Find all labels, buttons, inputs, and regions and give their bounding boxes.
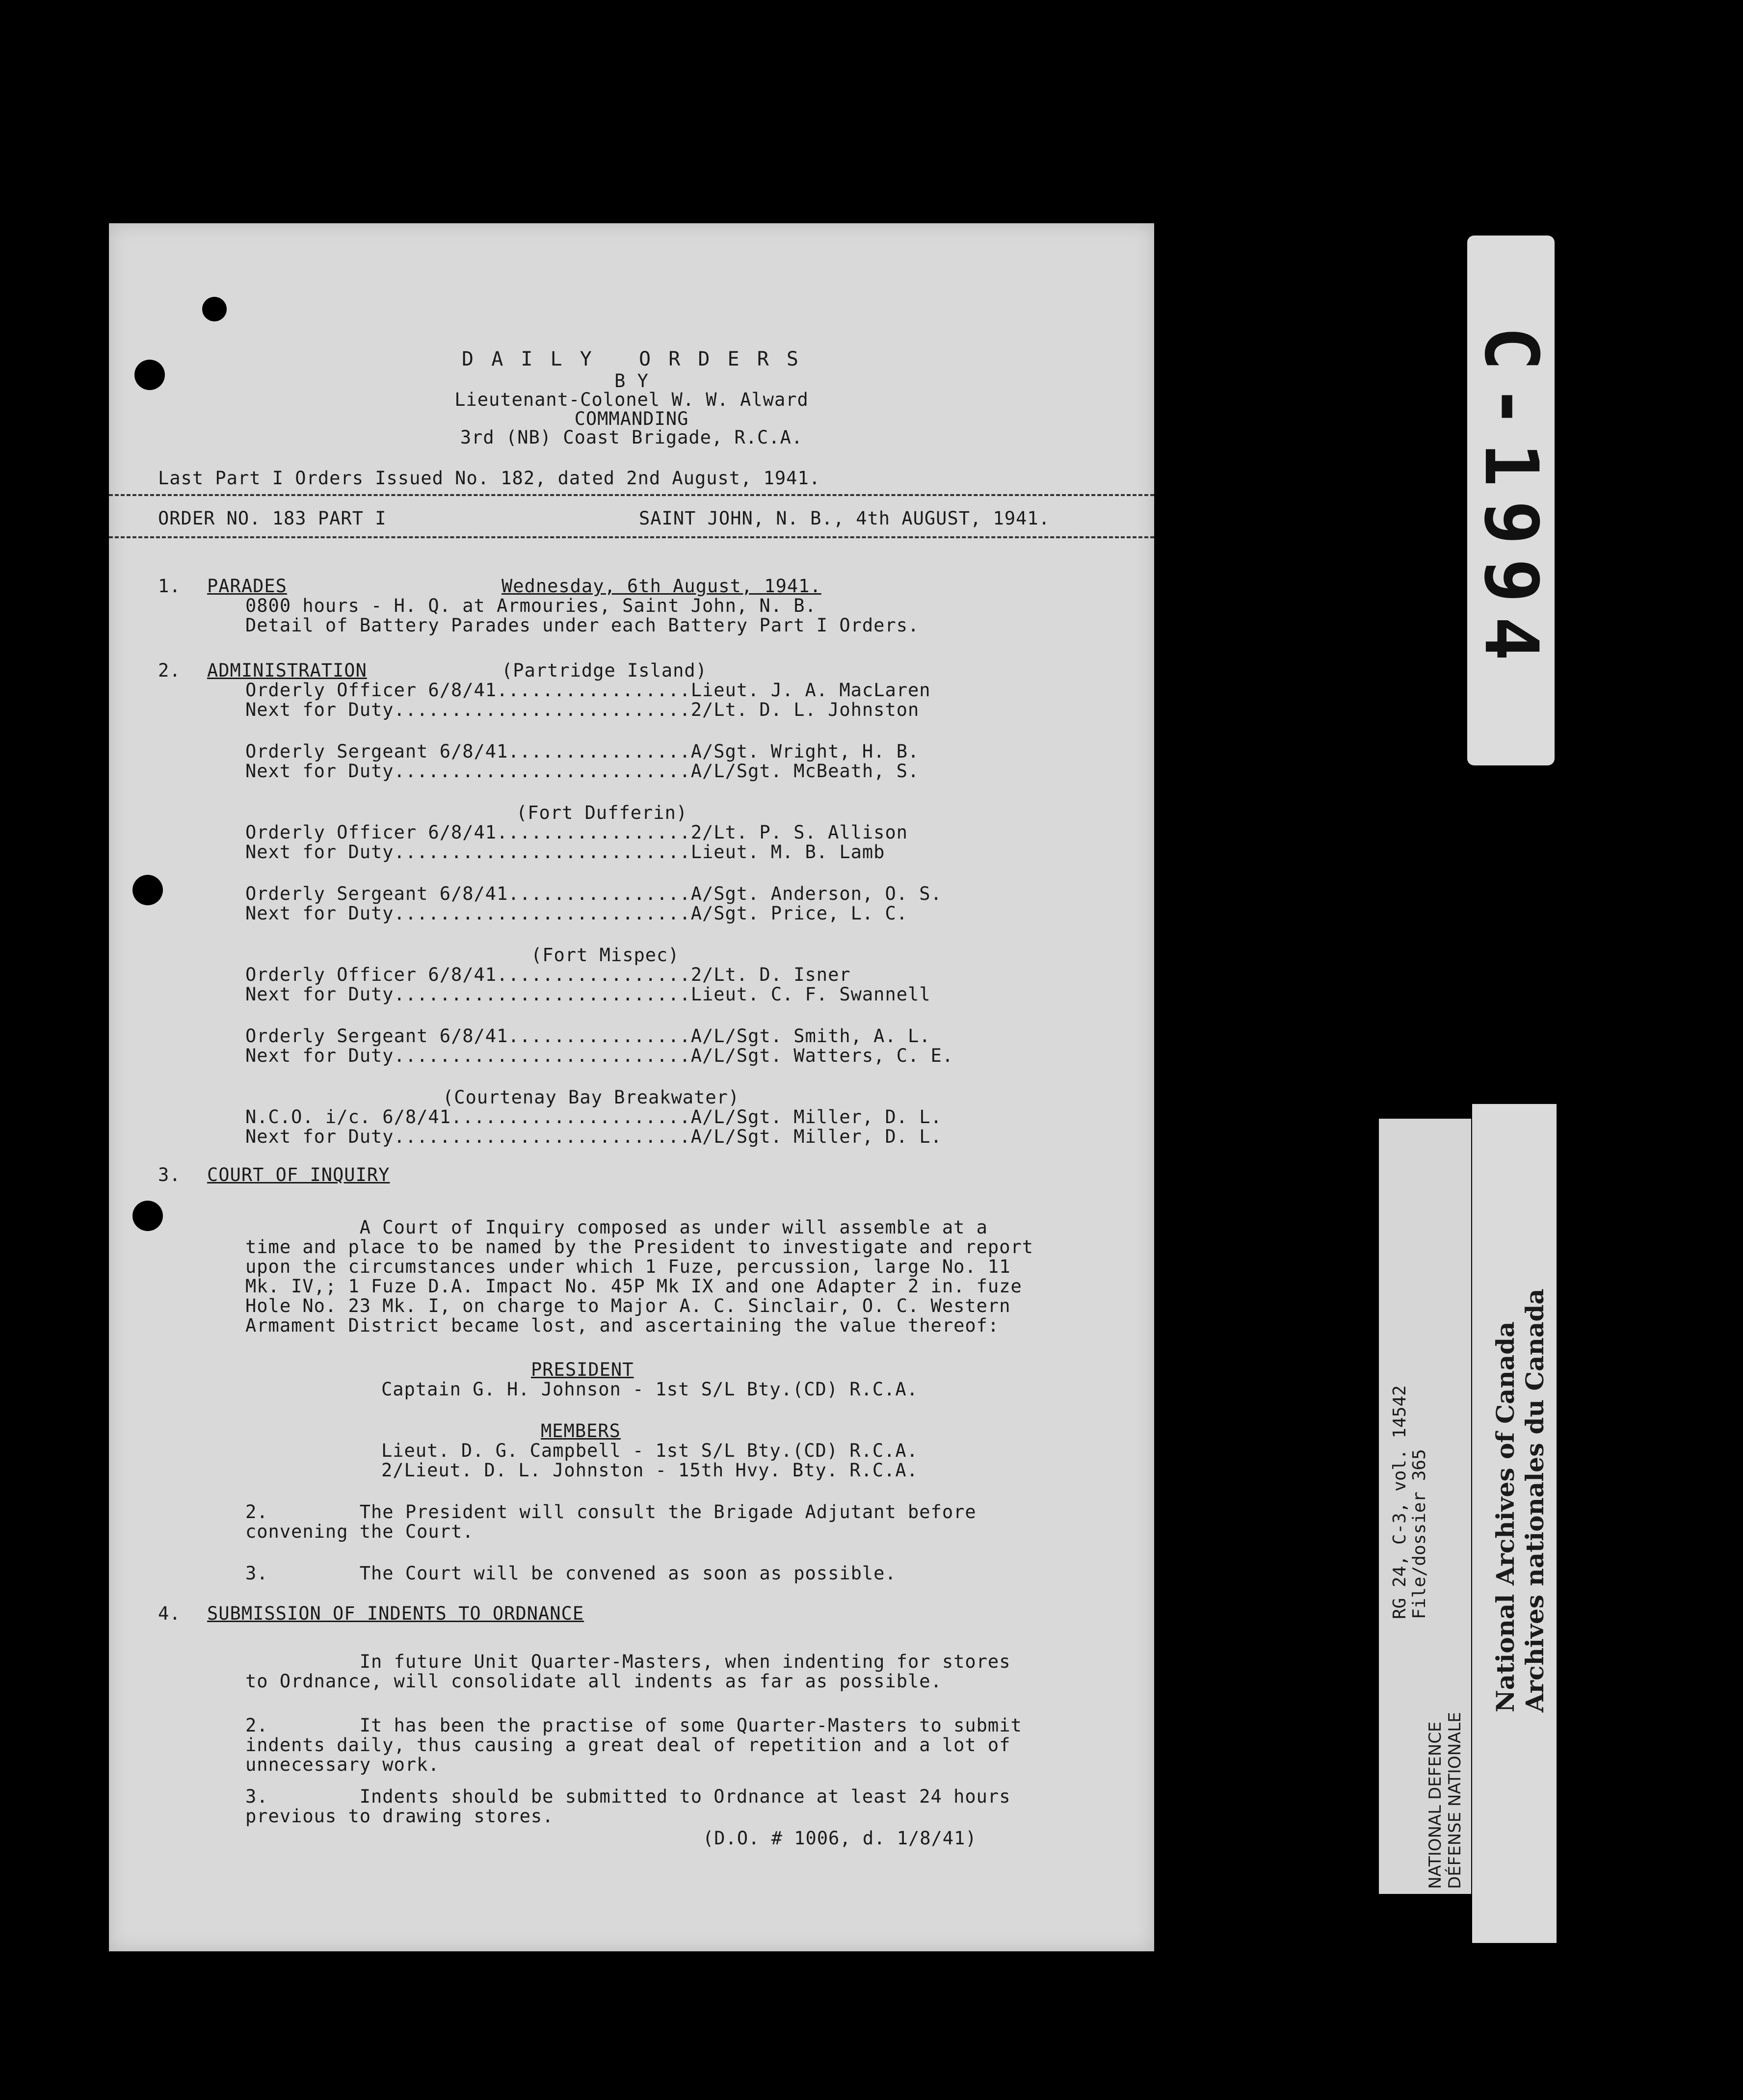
punch-hole xyxy=(132,875,163,905)
text-line: 0800 hours - H. Q. at Armouries, Saint John, N. B. xyxy=(245,595,817,616)
section-heading: ADMINISTRATION xyxy=(207,660,367,681)
national-archives-tag xyxy=(1472,1104,1557,1943)
text-line: indents daily, thus causing a great deal of repetition and a lot of xyxy=(245,1734,1011,1756)
text-line: 2. The President will consult the Brigade Adjutant before xyxy=(245,1501,977,1522)
text-line: Detail of Battery Parades under each Battery Part I Orders. xyxy=(245,615,920,636)
defence-label: DÉFENSE NATIONALE xyxy=(1445,1712,1465,1889)
duty-row: Next for Duty..........................A/L/Sgt. McBeath, S. xyxy=(245,761,920,782)
text-line: Hole No. 23 Mk. I, on charge to Major A. C. Sinclair, O. C. Western xyxy=(245,1295,1011,1316)
section-heading: COURT OF INQUIRY xyxy=(207,1164,390,1185)
duty-row: N.C.O. i/c. 6/8/41.....................A/L/Sgt. Miller, D. L. xyxy=(245,1106,942,1128)
duty-row: Orderly Sergeant 6/8/41................A/Sgt. Anderson, O. S. xyxy=(245,883,942,904)
president-name: Captain G. H. Johnson - 1st S/L Bty.(CD) R.C.A. xyxy=(381,1379,918,1400)
order-number: ORDER NO. 183 PART I xyxy=(158,508,387,529)
commanding-label: COMMANDING xyxy=(574,408,689,429)
duty-row: Next for Duty..........................A/Sgt. Price, L. C. xyxy=(245,903,908,924)
members-heading: MEMBERS xyxy=(541,1420,621,1442)
document-page xyxy=(109,223,1154,1951)
last-orders-line: Last Part I Orders Issued No. 182, dated 2nd August, 1941. xyxy=(158,468,821,489)
archive-ref-line: RG 24, C-3, vol. 14542 xyxy=(1390,1385,1410,1619)
unit-name: 3rd (NB) Coast Brigade, R.C.A. xyxy=(460,427,803,448)
text-line: time and place to be named by the President to investigate and report xyxy=(245,1236,1034,1258)
parade-date: Wednesday, 6th August, 1941. xyxy=(502,576,821,597)
duty-row: Next for Duty..........................Lieut. M. B. Lamb xyxy=(245,841,885,863)
president-heading: PRESIDENT xyxy=(531,1359,634,1380)
archive-reference-tag xyxy=(1379,1119,1471,1894)
section-number: 4. xyxy=(158,1603,181,1624)
defence-label: NATIONAL DEFENCE xyxy=(1426,1721,1445,1889)
location-heading: (Courtenay Bay Breakwater) xyxy=(443,1087,740,1108)
text-line: unnecessary work. xyxy=(245,1754,440,1775)
text-line: Armament District became lost, and ascertaining the value thereof: xyxy=(245,1315,1000,1336)
place-date: SAINT JOHN, N. B., 4th AUGUST, 1941. xyxy=(639,508,1050,529)
text-line: previous to drawing stores. xyxy=(245,1806,554,1827)
archives-label: Archives nationales du Canada xyxy=(1520,1288,1549,1712)
section-number: 1. xyxy=(158,576,181,597)
member-name: Lieut. D. G. Campbell - 1st S/L Bty.(CD) R.C.A. xyxy=(381,1440,918,1461)
text-line: 3. The Court will be convened as soon as possible. xyxy=(245,1563,897,1584)
archives-label: National Archives of Canada xyxy=(1491,1321,1520,1712)
punch-hole xyxy=(132,1201,163,1231)
duty-row: Orderly Officer 6/8/41.................Lieut. J. A. MacLaren xyxy=(245,680,931,701)
duty-row: Orderly Officer 6/8/41.................2/Lt. D. Isner xyxy=(245,964,851,985)
duty-row: Next for Duty..........................Lieut. C. F. Swannell xyxy=(245,984,931,1005)
section-heading: SUBMISSION OF INDENTS TO ORDNANCE xyxy=(207,1603,584,1624)
microfilm-number-stamp: C-1994 xyxy=(1467,236,1555,765)
section-heading: PARADES xyxy=(207,576,287,597)
text-line: In future Unit Quarter-Masters, when indenting for stores xyxy=(245,1651,1011,1672)
doc-title: D A I L Y O R D E R S xyxy=(462,348,801,370)
archive-ref-line: File/dossier 365 xyxy=(1409,1449,1429,1619)
text-line: convening the Court. xyxy=(245,1521,474,1542)
location-heading: (Partridge Island) xyxy=(502,660,707,681)
duty-row: Next for Duty..........................A/L/Sgt. Watters, C. E. xyxy=(245,1045,954,1066)
reference-note: (D.O. # 1006, d. 1/8/41) xyxy=(703,1828,977,1849)
punch-hole xyxy=(202,297,227,321)
duty-row: Next for Duty..........................A/L/Sgt. Miller, D. L. xyxy=(245,1126,942,1147)
text-line: Mk. IV,; 1 Fuze D.A. Impact No. 45P Mk IX and one Adapter 2 in. fuze xyxy=(245,1276,1022,1297)
duty-row: Orderly Sergeant 6/8/41................A/L/Sgt. Smith, A. L. xyxy=(245,1025,931,1047)
duty-row: Next for Duty..........................2/Lt. D. L. Johnston xyxy=(245,699,920,720)
section-number: 3. xyxy=(158,1164,181,1185)
text-line: 3. Indents should be submitted to Ordnance at least 24 hours xyxy=(245,1786,1011,1807)
location-heading: (Fort Dufferin) xyxy=(516,802,688,823)
divider xyxy=(109,494,1154,496)
text-line: to Ordnance, will consolidate all indents as far as possible. xyxy=(245,1671,942,1692)
doc-by: B Y xyxy=(614,370,649,392)
divider xyxy=(109,536,1154,538)
text-line: upon the circumstances under which 1 Fuze, percussion, large No. 11 xyxy=(245,1256,1011,1277)
duty-row: Orderly Sergeant 6/8/41................A/Sgt. Wright, H. B. xyxy=(245,741,920,762)
member-name: 2/Lieut. D. L. Johnston - 15th Hvy. Bty. R.C.A. xyxy=(381,1460,918,1481)
section-number: 2. xyxy=(158,660,181,681)
text-line: 2. It has been the practise of some Quarter-Masters to submit xyxy=(245,1715,1022,1736)
duty-row: Orderly Officer 6/8/41.................2/Lt. P. S. Allison xyxy=(245,822,908,843)
location-heading: (Fort Mispec) xyxy=(531,945,680,966)
commanding-officer: Lieutenant-Colonel W. W. Alward xyxy=(454,389,809,410)
text-line: A Court of Inquiry composed as under will assemble at a xyxy=(245,1217,988,1238)
